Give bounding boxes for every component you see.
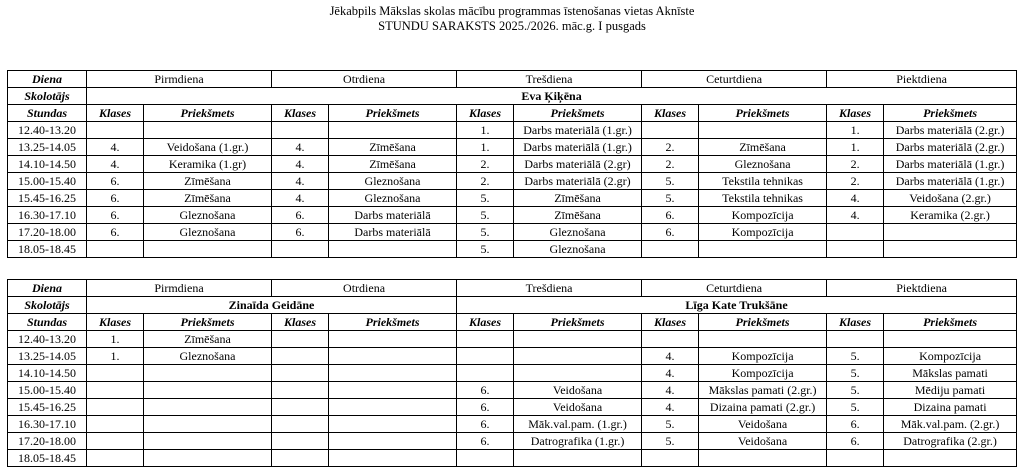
diena-label: Diena: [8, 280, 87, 297]
class-cell: [827, 331, 884, 348]
subject-cell: [144, 399, 272, 416]
subheader-row: [8, 314, 1017, 331]
day-friday: Piektdiena: [827, 280, 1017, 297]
klases-header: Klases: [642, 105, 699, 122]
class-cell: 5.: [457, 207, 514, 224]
subject-cell: [144, 450, 272, 467]
day-thursday: Ceturtdiena: [642, 280, 827, 297]
class-cell: 5.: [642, 416, 699, 433]
subject-cell: Keramika (2.gr.): [884, 207, 1017, 224]
prieksmets-header: Priekšmets: [699, 105, 827, 122]
subject-cell: [699, 122, 827, 139]
subject-cell: Gleznošana: [144, 207, 272, 224]
class-cell: 4.: [272, 139, 329, 156]
class-cell: 2.: [642, 139, 699, 156]
subject-cell: Kompozīcija: [699, 207, 827, 224]
days-row: [8, 71, 1017, 88]
subject-cell: Kompozīcija: [699, 348, 827, 365]
time-cell: 13.25-14.05: [8, 348, 87, 365]
class-cell: [642, 331, 699, 348]
day-tuesday: Otrdiena: [272, 280, 457, 297]
class-cell: 5.: [827, 382, 884, 399]
class-cell: [272, 348, 329, 365]
class-cell: [272, 416, 329, 433]
class-cell: 4.: [272, 156, 329, 173]
schedule-table-2: [7, 279, 1017, 467]
class-cell: 5.: [457, 190, 514, 207]
class-cell: [272, 450, 329, 467]
subject-cell: Zīmēšana: [144, 331, 272, 348]
subject-cell: [514, 365, 642, 382]
prieksmets-header: Priekšmets: [884, 105, 1017, 122]
class-cell: 6.: [827, 416, 884, 433]
class-cell: 6.: [642, 224, 699, 241]
class-cell: 5.: [642, 190, 699, 207]
subject-cell: [514, 348, 642, 365]
subject-cell: Veidošana: [699, 416, 827, 433]
subject-cell: [329, 450, 457, 467]
time-cell: 15.00-15.40: [8, 173, 87, 190]
time-cell: 17.20-18.00: [8, 224, 87, 241]
class-cell: [457, 450, 514, 467]
subject-cell: Veidošana (1.gr.): [144, 139, 272, 156]
class-cell: 6.: [87, 173, 144, 190]
class-cell: [457, 331, 514, 348]
subject-cell: Darbs materiālā (1.gr.): [884, 173, 1017, 190]
time-cell: 12.40-13.20: [8, 122, 87, 139]
class-cell: 5.: [642, 433, 699, 450]
class-cell: 6.: [272, 207, 329, 224]
time-cell: 13.25-14.05: [8, 139, 87, 156]
subject-cell: [329, 399, 457, 416]
time-cell: 17.20-18.00: [8, 433, 87, 450]
subject-cell: Keramika (1.gr): [144, 156, 272, 173]
subject-cell: Darbs materiālā (1.gr.): [884, 156, 1017, 173]
class-cell: [272, 122, 329, 139]
subject-cell: Darbs materiālā: [329, 224, 457, 241]
subject-cell: Mākslas pamati: [884, 365, 1017, 382]
class-cell: 6.: [457, 433, 514, 450]
subject-cell: Veidošana: [699, 433, 827, 450]
class-cell: 4.: [827, 190, 884, 207]
subheader-row: [8, 105, 1017, 122]
schedule-table-1: [7, 70, 1017, 258]
skolotajs-label: Skolotājs: [8, 297, 87, 314]
subject-cell: Veidošana: [514, 399, 642, 416]
time-cell: 18.05-18.45: [8, 241, 87, 258]
subject-cell: [329, 331, 457, 348]
days-row: [8, 280, 1017, 297]
schedule-row: [8, 348, 1017, 365]
subject-cell: [329, 382, 457, 399]
stundas-label: Stundas: [8, 105, 87, 122]
class-cell: 4.: [87, 139, 144, 156]
class-cell: 1.: [87, 348, 144, 365]
teacher-name-right: Līga Kate Trukšāne: [457, 297, 1017, 314]
teacher-row: [8, 88, 1017, 105]
prieksmets-header: Priekšmets: [329, 314, 457, 331]
subject-cell: Māk.val.pam. (1.gr.): [514, 416, 642, 433]
class-cell: 4.: [827, 207, 884, 224]
subject-cell: Gleznošana: [514, 241, 642, 258]
class-cell: 4.: [642, 399, 699, 416]
schedule-row: [8, 331, 1017, 348]
stundas-label: Stundas: [8, 314, 87, 331]
schedule-row: [8, 122, 1017, 139]
class-cell: 1.: [457, 139, 514, 156]
teacher-name-left: Zinaīda Geidāne: [87, 297, 457, 314]
class-cell: [87, 433, 144, 450]
class-cell: 5.: [827, 399, 884, 416]
subject-cell: Dizaina pamati (2.gr.): [699, 399, 827, 416]
day-monday: Pirmdiena: [87, 71, 272, 88]
subject-cell: Gleznošana: [514, 224, 642, 241]
subject-cell: Mākslas pamati (2.gr.): [699, 382, 827, 399]
class-cell: 6.: [272, 224, 329, 241]
subject-cell: Māk.val.pam. (2.gr.): [884, 416, 1017, 433]
subject-cell: Zīmēšana: [329, 139, 457, 156]
subject-cell: Zīmēšana: [144, 190, 272, 207]
subject-cell: [144, 416, 272, 433]
teacher-name: Eva Ķiķēna: [87, 88, 1017, 105]
day-thursday: Ceturtdiena: [642, 71, 827, 88]
subject-cell: Darbs materiālā (2.gr.): [884, 122, 1017, 139]
class-cell: 1.: [87, 331, 144, 348]
time-cell: 15.45-16.25: [8, 190, 87, 207]
subject-cell: Tekstila tehnikas: [699, 190, 827, 207]
day-tuesday: Otrdiena: [272, 71, 457, 88]
class-cell: 6.: [827, 433, 884, 450]
class-cell: 2.: [827, 156, 884, 173]
prieksmets-header: Priekšmets: [884, 314, 1017, 331]
subject-cell: Gleznošana: [144, 224, 272, 241]
header-title: Jēkabpils Mākslas skolas mācību programmas īstenošanas vietas Aknīste: [329, 4, 695, 18]
class-cell: [87, 416, 144, 433]
class-cell: 6.: [642, 207, 699, 224]
class-cell: 1.: [457, 122, 514, 139]
day-wednesday: Trešdiena: [457, 71, 642, 88]
klases-header: Klases: [457, 105, 514, 122]
subject-cell: [884, 331, 1017, 348]
subject-cell: [144, 365, 272, 382]
subject-cell: Darbs materiālā: [329, 207, 457, 224]
subject-cell: [884, 450, 1017, 467]
class-cell: 1.: [827, 122, 884, 139]
class-cell: 4.: [87, 156, 144, 173]
prieksmets-header: Priekšmets: [514, 314, 642, 331]
class-cell: [272, 433, 329, 450]
subject-cell: Darbs materiālā (2.gr.): [884, 139, 1017, 156]
class-cell: 4.: [272, 190, 329, 207]
klases-header: Klases: [272, 105, 329, 122]
schedule-row: [8, 241, 1017, 258]
subject-cell: Datrografika (2.gr.): [884, 433, 1017, 450]
schedule-row: [8, 173, 1017, 190]
class-cell: [457, 348, 514, 365]
class-cell: [272, 382, 329, 399]
time-cell: 16.30-17.10: [8, 207, 87, 224]
class-cell: [87, 450, 144, 467]
subject-cell: Gleznošana: [329, 190, 457, 207]
schedule-row: [8, 450, 1017, 467]
class-cell: [87, 399, 144, 416]
subject-cell: [144, 241, 272, 258]
schedule-row: [8, 416, 1017, 433]
schedule-row: [8, 224, 1017, 241]
subject-cell: Zīmēšana: [699, 139, 827, 156]
schedule-row: [8, 382, 1017, 399]
class-cell: 5.: [457, 241, 514, 258]
subject-cell: [514, 331, 642, 348]
subject-cell: Tekstila tehnikas: [699, 173, 827, 190]
prieksmets-header: Priekšmets: [514, 105, 642, 122]
class-cell: 6.: [87, 190, 144, 207]
class-cell: [272, 399, 329, 416]
class-cell: [87, 365, 144, 382]
class-cell: 5.: [827, 348, 884, 365]
class-cell: 5.: [457, 224, 514, 241]
schedule-row: [8, 433, 1017, 450]
class-cell: [827, 224, 884, 241]
klases-header: Klases: [457, 314, 514, 331]
class-cell: 2.: [457, 156, 514, 173]
header-subtitle: STUNDU SARAKSTS 2025./2026. māc.g. I pusgads: [378, 19, 646, 33]
time-cell: 15.45-16.25: [8, 399, 87, 416]
day-friday: Piektdiena: [827, 71, 1017, 88]
class-cell: 2.: [457, 173, 514, 190]
subject-cell: Gleznošana: [699, 156, 827, 173]
subject-cell: Zīmēšana: [514, 207, 642, 224]
subject-cell: [699, 241, 827, 258]
class-cell: [87, 241, 144, 258]
class-cell: [827, 241, 884, 258]
subject-cell: Darbs materiālā (1.gr.): [514, 122, 642, 139]
class-cell: 1.: [827, 139, 884, 156]
klases-header: Klases: [87, 105, 144, 122]
class-cell: 6.: [457, 416, 514, 433]
schedule-row: [8, 190, 1017, 207]
schedule-row: [8, 139, 1017, 156]
subject-cell: [329, 433, 457, 450]
subject-cell: [329, 365, 457, 382]
schedule-body-2: [8, 331, 1017, 467]
subject-cell: Darbs materiālā (1.gr.): [514, 139, 642, 156]
subject-cell: [699, 450, 827, 467]
subject-cell: Kompozīcija: [699, 224, 827, 241]
class-cell: [642, 241, 699, 258]
subject-cell: [329, 348, 457, 365]
day-monday: Pirmdiena: [87, 280, 272, 297]
schedule-row: [8, 156, 1017, 173]
subject-cell: [144, 122, 272, 139]
class-cell: [457, 365, 514, 382]
klases-header: Klases: [827, 314, 884, 331]
schedule-row: [8, 207, 1017, 224]
subject-cell: [329, 122, 457, 139]
subject-cell: [514, 450, 642, 467]
subject-cell: [884, 241, 1017, 258]
class-cell: 4.: [272, 173, 329, 190]
subject-cell: Zīmēšana: [329, 156, 457, 173]
class-cell: 6.: [87, 207, 144, 224]
time-cell: 16.30-17.10: [8, 416, 87, 433]
subject-cell: Zīmēšana: [144, 173, 272, 190]
schedule-row: [8, 365, 1017, 382]
diena-label: Diena: [8, 71, 87, 88]
subject-cell: Datrografika (1.gr.): [514, 433, 642, 450]
time-cell: 15.00-15.40: [8, 382, 87, 399]
prieksmets-header: Priekšmets: [699, 314, 827, 331]
class-cell: [642, 122, 699, 139]
class-cell: 5.: [642, 173, 699, 190]
subject-cell: Darbs materiālā (2.gr): [514, 156, 642, 173]
time-cell: 14.10-14.50: [8, 156, 87, 173]
class-cell: 2.: [642, 156, 699, 173]
schedule-body-1: [8, 122, 1017, 258]
subject-cell: Veidošana (2.gr.): [884, 190, 1017, 207]
class-cell: 4.: [642, 382, 699, 399]
schedule-row: [8, 399, 1017, 416]
klases-header: Klases: [272, 314, 329, 331]
class-cell: 6.: [87, 224, 144, 241]
subject-cell: [884, 224, 1017, 241]
subject-cell: [699, 331, 827, 348]
class-cell: [272, 331, 329, 348]
subject-cell: Veidošana: [514, 382, 642, 399]
day-wednesday: Trešdiena: [457, 280, 642, 297]
class-cell: 4.: [642, 365, 699, 382]
time-cell: 18.05-18.45: [8, 450, 87, 467]
subject-cell: [144, 382, 272, 399]
class-cell: 5.: [827, 365, 884, 382]
subject-cell: [329, 241, 457, 258]
subject-cell: [144, 433, 272, 450]
class-cell: [87, 122, 144, 139]
class-cell: [87, 382, 144, 399]
time-cell: 14.10-14.50: [8, 365, 87, 382]
subject-cell: Kompozīcija: [699, 365, 827, 382]
class-cell: [642, 450, 699, 467]
prieksmets-header: Priekšmets: [144, 105, 272, 122]
class-cell: 2.: [827, 173, 884, 190]
subject-cell: Gleznošana: [329, 173, 457, 190]
prieksmets-header: Priekšmets: [144, 314, 272, 331]
class-cell: [827, 450, 884, 467]
subject-cell: Zīmēšana: [514, 190, 642, 207]
class-cell: 6.: [457, 382, 514, 399]
klases-header: Klases: [642, 314, 699, 331]
subject-cell: Gleznošana: [144, 348, 272, 365]
class-cell: 6.: [457, 399, 514, 416]
class-cell: [272, 241, 329, 258]
subject-cell: Darbs materiālā (2.gr): [514, 173, 642, 190]
subject-cell: Mēdiju pamati: [884, 382, 1017, 399]
klases-header: Klases: [827, 105, 884, 122]
subject-cell: Kompozīcija: [884, 348, 1017, 365]
prieksmets-header: Priekšmets: [329, 105, 457, 122]
teacher-row: [8, 297, 1017, 314]
subject-cell: Dizaina pamati: [884, 399, 1017, 416]
class-cell: [272, 365, 329, 382]
klases-header: Klases: [87, 314, 144, 331]
time-cell: 12.40-13.20: [8, 331, 87, 348]
skolotajs-label: Skolotājs: [8, 88, 87, 105]
class-cell: 4.: [642, 348, 699, 365]
subject-cell: [329, 416, 457, 433]
